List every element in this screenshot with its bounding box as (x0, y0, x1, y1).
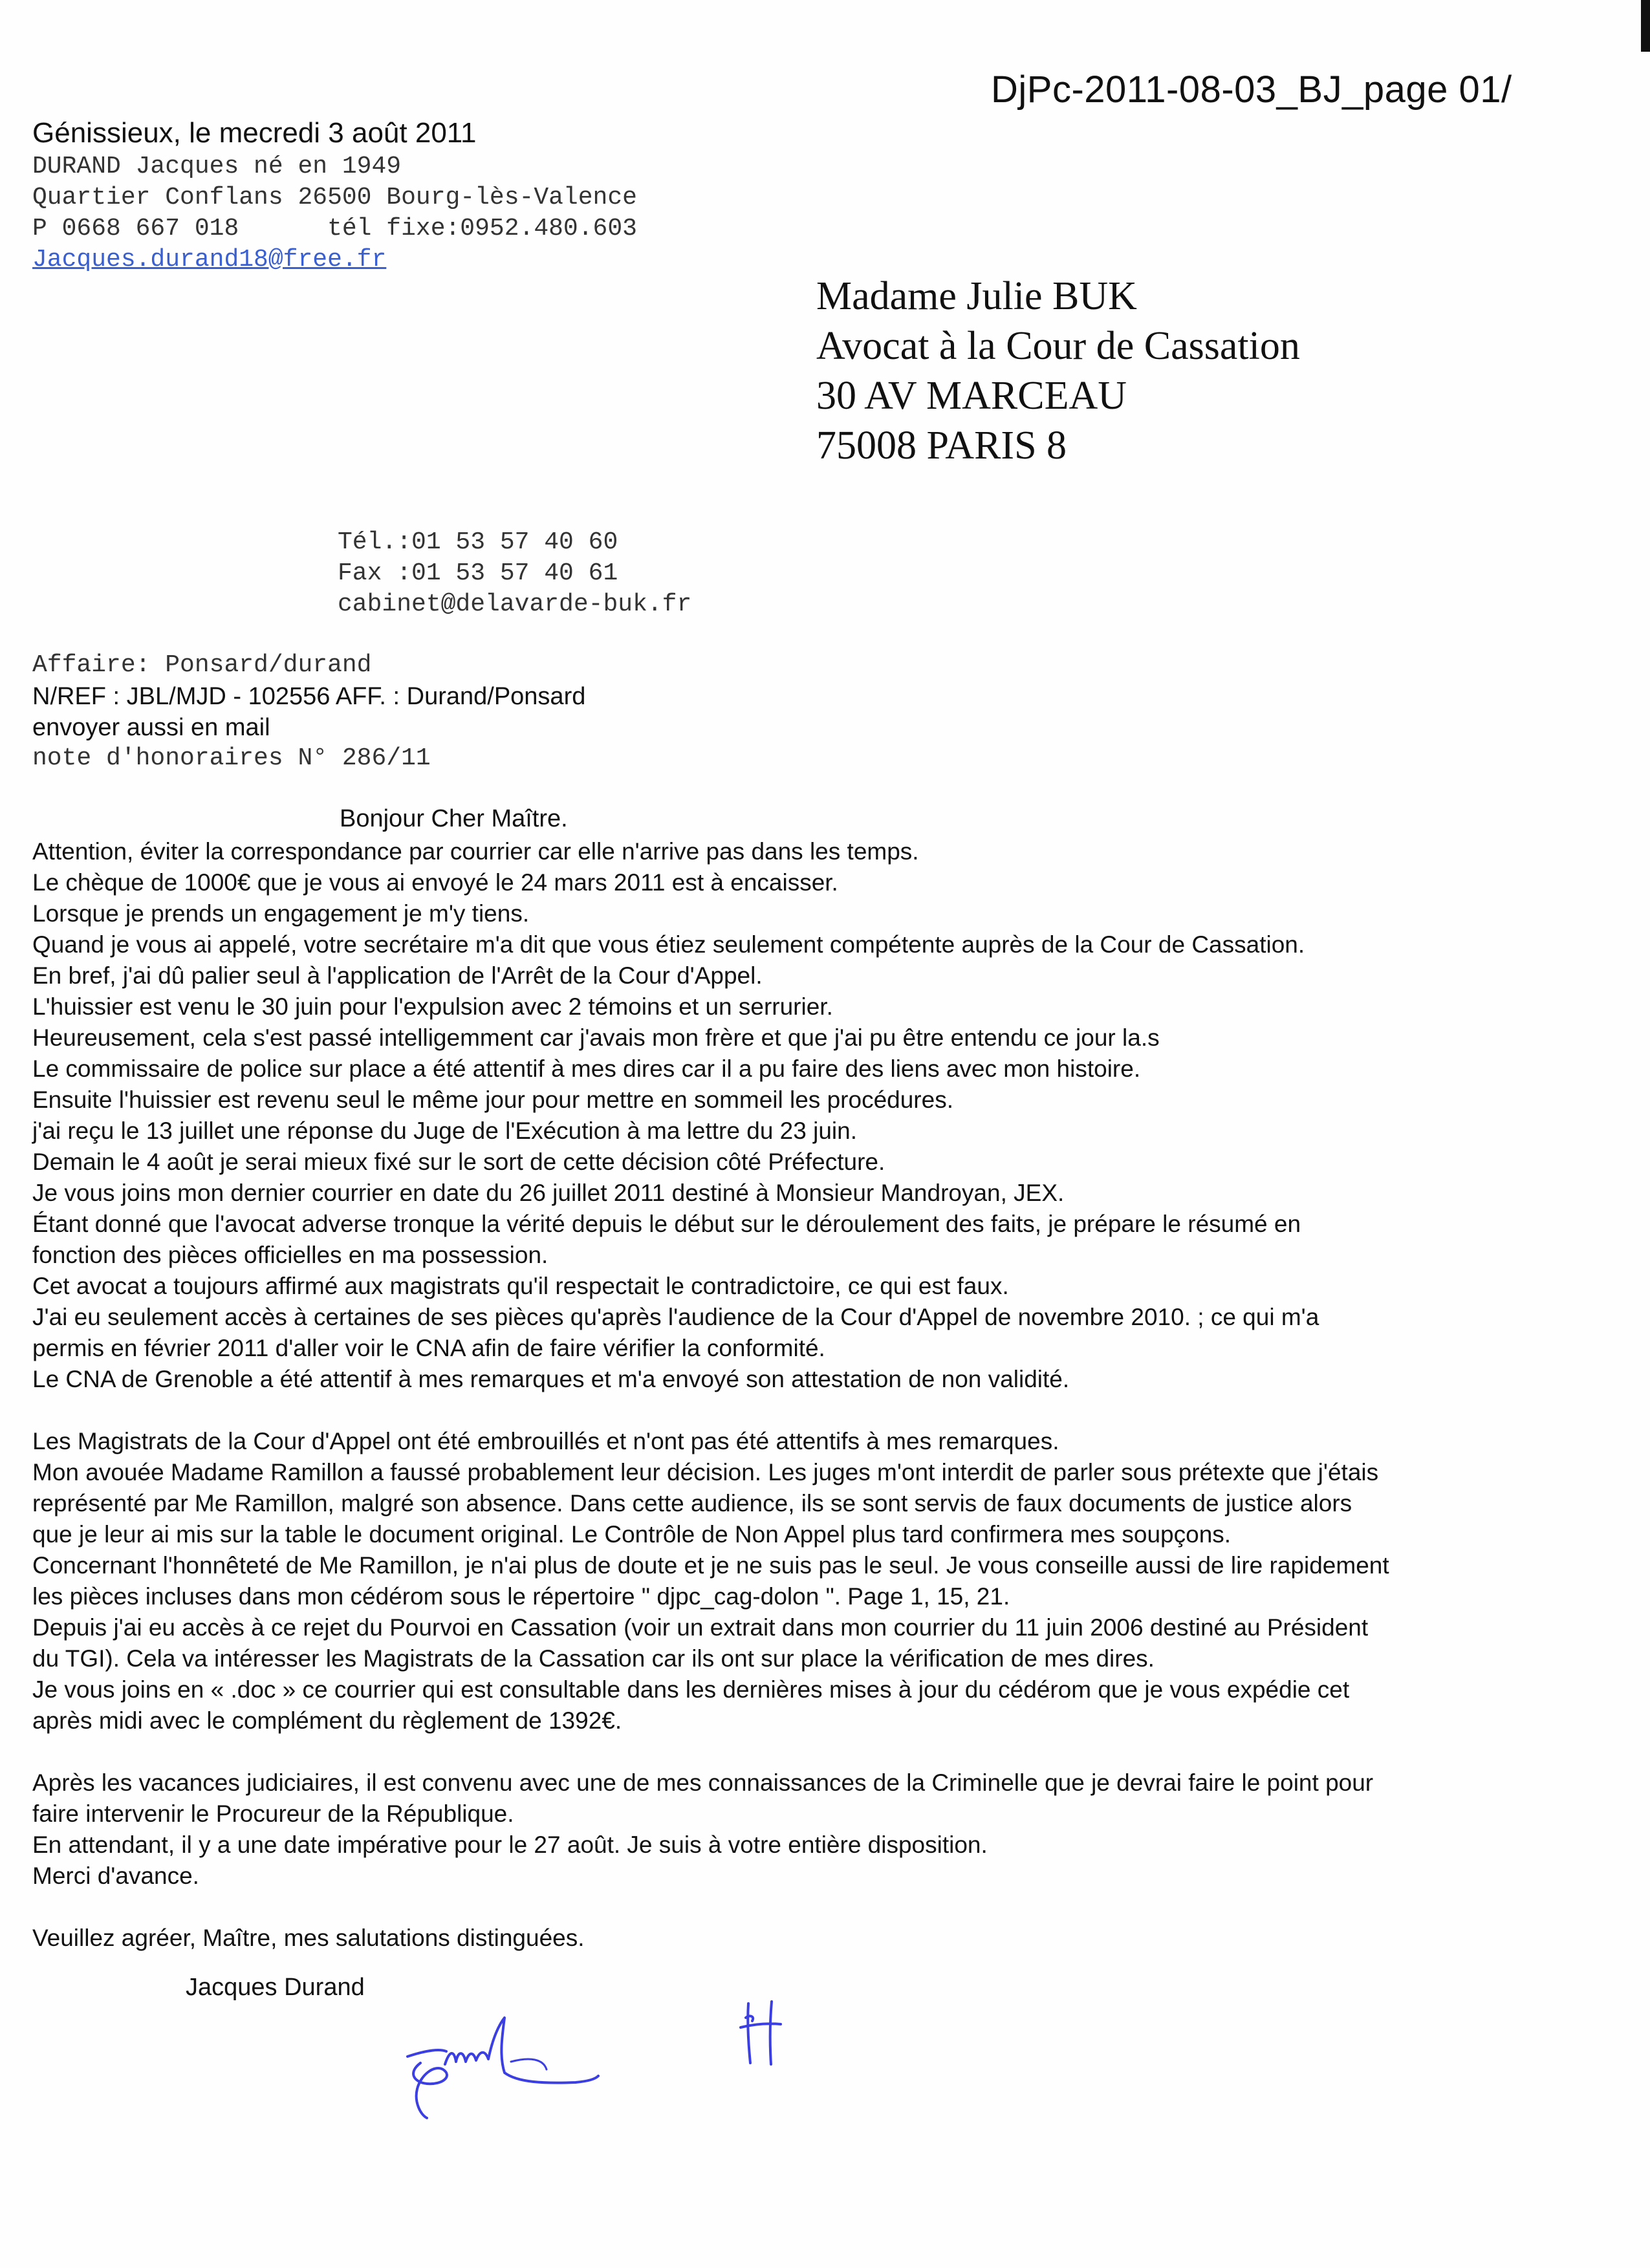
body-line: Depuis j'ai eu accès à ce rejet du Pourvoi en Cassation (voir un extrait dans mon courrier du 11 juin 2006 destiné au Président (32, 1614, 1369, 1641)
body-line: L'huissier est venu le 30 juin pour l'expulsion avec 2 témoins et un serrurier. (32, 993, 833, 1020)
body-line: Concernant l'honnêteté de Me Ramillon, je n'ai plus de doute et je ne suis pas le seul. Je vous conseille aussi de lire rapidement (32, 1552, 1389, 1579)
case-name: Affaire: Ponsard/durand (32, 651, 372, 679)
sender-name: DURAND Jacques né en 1949 (32, 153, 402, 180)
initials-mark (734, 1998, 786, 2069)
body-line: les pièces incluses dans mon cédérom sous le répertoire " djpc_cag-dolon ". Page 1, 15, 21. (32, 1583, 1010, 1610)
case-reference: N/REF : JBL/MJD - 102556 AFF. : Durand/Ponsard (32, 683, 586, 710)
recipient-address-block (816, 272, 1300, 471)
body-line: Merci d'avance. (32, 1863, 199, 1889)
body-line: Après les vacances judiciaires, il est convenu avec une de mes connaissances de la Criminelle que je devrai faire le point pour (32, 1769, 1374, 1796)
greeting: Bonjour Cher Maître. (340, 805, 568, 832)
body-line: fonction des pièces officielles en ma possession. (32, 1242, 548, 1268)
body-line: que je leur ai mis sur la table le document original. Le Contrôle de Non Appel plus tard confirmera mes soupçons. (32, 1521, 1232, 1548)
recipient-name: Madame Julie BUK (816, 274, 1137, 318)
recipient-tel: Tél.:01 53 57 40 60 (338, 528, 618, 556)
body-line: Le CNA de Grenoble a été attentif à mes remarques et m'a envoyé son attestation de non validité. (32, 1366, 1070, 1392)
document-reference: DjPc-2011-08-03_BJ_page 01/ (991, 69, 1512, 111)
recipient-contact-block (338, 527, 691, 620)
case-reference-block (32, 650, 585, 774)
sender-address: Quartier Conflans 26500 Bourg-lès-Valence (32, 184, 637, 211)
body-line: Je vous joins en « .doc » ce courrier qui est consultable dans les dernières mises à jour du cédérom que je vous expédie cet (32, 1676, 1350, 1703)
scan-edge-mark (1641, 0, 1650, 52)
body-line: Étant donné que l'avocat adverse tronque la vérité depuis le début sur le déroulement des faits, je prépare le résumé en (32, 1211, 1301, 1237)
recipient-street: 30 AV MARCEAU (816, 374, 1127, 418)
body-line: Je vous joins mon dernier courrier en date du 26 juillet 2011 destiné à Monsieur Mandroyan, JEX. (32, 1180, 1065, 1206)
sender-email-link[interactable]: Jacques.durand18@free.fr (32, 246, 387, 274)
body-line: après midi avec le complément du règlement de 1392€. (32, 1707, 622, 1734)
body-line: Le commissaire de police sur place a été attentif à mes dires car il a pu faire des liens avec mon histoire. (32, 1055, 1141, 1082)
body-line: Attention, éviter la correspondance par courrier car elle n'arrive pas dans les temps. (32, 838, 919, 865)
sender-block (32, 115, 637, 275)
body-line: Ensuite l'huissier est revenu seul le même jour pour mettre en sommeil les procédures. (32, 1086, 953, 1113)
body-line: représenté par Me Ramillon, malgré son absence. Dans cette audience, ils se sont servis de faux documents de justice alors (32, 1490, 1352, 1517)
body-line: Lorsque je prends un engagement je m'y tiens. (32, 900, 530, 927)
letter-body (32, 836, 1520, 1954)
sender-phones: P 0668 667 018 tél fixe:0952.480.603 (32, 215, 637, 243)
recipient-title: Avocat à la Cour de Cassation (816, 324, 1300, 368)
body-line: Mon avouée Madame Ramillon a faussé probablement leur décision. Les juges m'ont interdit de parler sous prétexte que j'étais (32, 1459, 1379, 1485)
body-line: En attendant, il y a une date impérative pour le 27 août. Je suis à votre entière disposition. (32, 1831, 988, 1858)
body-line: Veuillez agréer, Maître, mes salutations distinguées. (32, 1925, 585, 1951)
fee-note-number: note d'honoraires N° 286/11 (32, 744, 431, 772)
recipient-fax: Fax :01 53 57 40 61 (338, 559, 618, 587)
paragraph-gap (32, 1892, 1520, 1923)
paragraph-gap (32, 1395, 1520, 1426)
body-line: du TGI). Cela va intéresser les Magistrats de la Cassation car ils ont sur place la vérification de mes dires. (32, 1645, 1155, 1672)
body-line: J'ai eu seulement accès à certaines de ses pièces qu'après l'audience de la Cour d'Appel de novembre 2010. ; ce qui m'a (32, 1304, 1319, 1330)
case-note-email: envoyer aussi en mail (32, 714, 270, 741)
recipient-city: 75008 PARIS 8 (816, 424, 1067, 468)
body-line: Cet avocat a toujours affirmé aux magistrats qu'il respectait le contradictoire, ce qui est faux. (32, 1273, 1009, 1299)
body-line: En bref, j'ai dû palier seul à l'application de l'Arrêt de la Cour d'Appel. (32, 962, 763, 989)
body-line: faire intervenir le Procureur de la République. (32, 1800, 514, 1827)
signatory-name: Jacques Durand (186, 1974, 365, 2001)
body-line: permis en février 2011 d'aller voir le CNA afin de faire vérifier la conformité. (32, 1335, 825, 1361)
body-line: j'ai reçu le 13 juillet une réponse du Juge de l'Exécution à ma lettre du 23 juin. (32, 1118, 857, 1144)
handwritten-signature (382, 2011, 602, 2128)
place-and-date: Génissieux, le mecredi 3 août 2011 (32, 117, 477, 149)
body-line: Heureusement, cela s'est passé intelligemment car j'avais mon frère et que j'ai pu être entendu ce jour la.s (32, 1024, 1160, 1051)
body-line: Quand je vous ai appelé, votre secrétaire m'a dit que vous étiez seulement compétente auprès de la Cour de Cassation. (32, 931, 1305, 958)
body-line: Demain le 4 août je serai mieux fixé sur le sort de cette décision côté Préfecture. (32, 1149, 885, 1175)
recipient-email: cabinet@delavarde-buk.fr (338, 590, 692, 618)
body-line: Le chèque de 1000€ que je vous ai envoyé le 24 mars 2011 est à encaisser. (32, 869, 838, 896)
paragraph-gap (32, 1736, 1520, 1767)
body-line: Les Magistrats de la Cour d'Appel ont été embrouillés et n'ont pas été attentifs à mes remarques. (32, 1428, 1059, 1454)
